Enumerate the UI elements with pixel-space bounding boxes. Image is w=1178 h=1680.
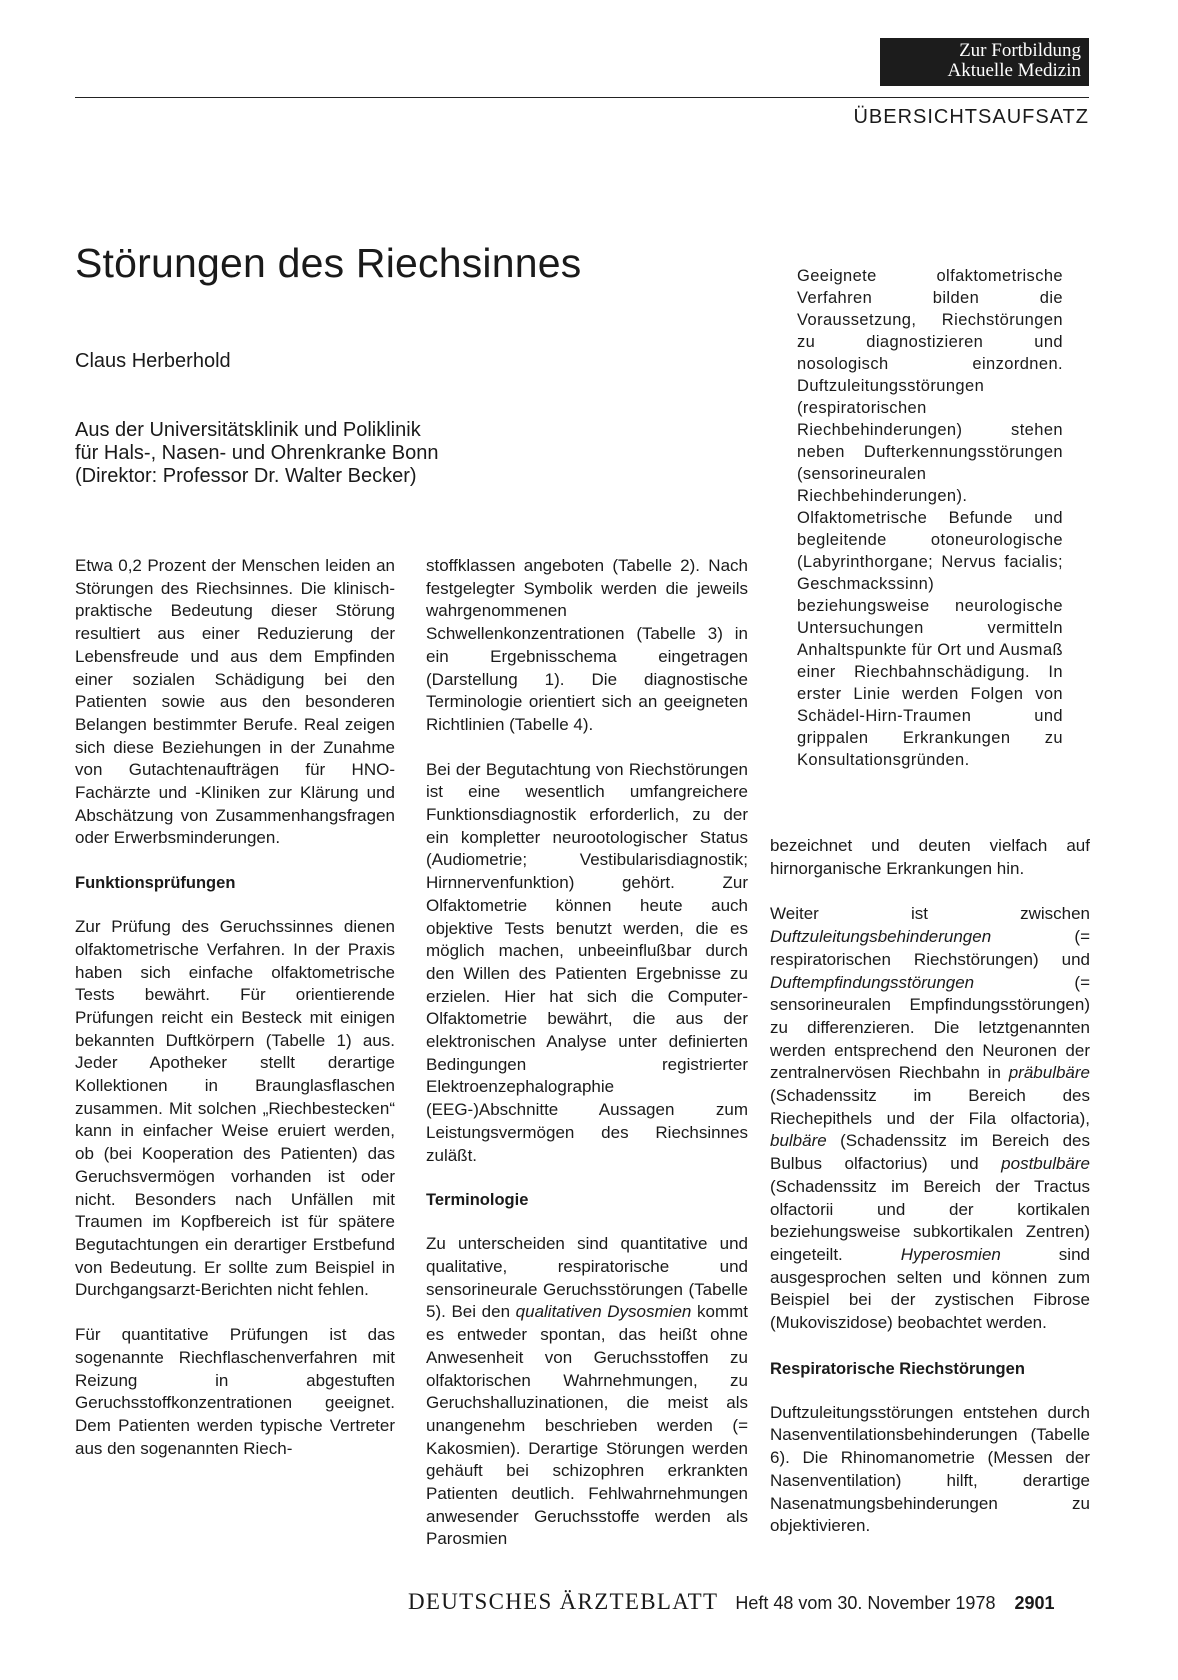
paragraph: Bei der Begutachtung von Riechstörungen ist eine wesentlich umfangreichere Funktionsdiagnostik erforderlich, zu der ein kompletter neurootologischer Status (Audiometrie; Vestibularisdiagnostik; Hirnnervenfunktion) gehört. Zur Olfaktometrie können heute auch objektive Tests benutzt werden, die es möglich machen, unbeeinflußbar durch den Willen des Patienten Ergebnisse zu erzielen. Hier hat sich die Computer-Olfaktometrie bewährt, die aus der elektronischen Analyse unter definierten Bedingungen registrierter Elektroenzephalographie (EEG-)Abschnitte Aussagen zum Leistungsvermögen des Riechsinnes zuläßt.	[426, 759, 748, 1165]
text-run: (= sensorineuralen Empfindungsstörungen) zu differenzieren. Die letztgenannten werden entsprechend den Neuronen der zentralnervösen Riechbahn in	[770, 972, 1090, 1083]
text-run: (= respiratorischen Riechstörungen) und	[770, 927, 1090, 969]
affiliation-line-2: für Hals-, Nasen- und Ohrenkranke Bonn	[75, 442, 439, 464]
article-author: Claus Herberhold	[75, 350, 231, 372]
text-run: Zu unterscheiden sind quantitative und qualitative, respiratorische und sensorineurale Geruchsstörungen (Tabelle 5). Bei den	[426, 1234, 748, 1322]
emphasis: postbulbäre	[1001, 1154, 1090, 1174]
affiliation-line-3: (Direktor: Professor Dr. Walter Becker)	[75, 465, 417, 487]
paragraph: Für quantitative Prüfungen ist das sogenannte Riechflaschenverfahren mit Reizung in abgestuften Geruchsstoffkonzentrationen geeignet. Dem Patienten werden typische Vertreter aus den sogenannten Riech-	[75, 1325, 395, 1458]
badge-line-2: Aktuelle Medizin	[947, 60, 1081, 81]
author-affiliation	[75, 419, 439, 488]
paragraph: stoffklassen angeboten (Tabelle 2). Nach festgelegter Symbolik werden die jeweils wahrgenommenen Schwellenkonzentrationen (Tabelle 3) in ein Ergebnisschema eingetragen (Darstellung 1). Die diagnostische Terminologie orientiert sich an geeigneten Richtlinien (Tabelle 4).	[426, 556, 748, 734]
journal-name: DEUTSCHES ÄRZTEBLATT	[408, 1589, 719, 1614]
emphasis: Duftempfindungsstörungen	[770, 972, 975, 992]
badge-line-1: Zur Fortbildung	[959, 40, 1081, 61]
series-badge	[880, 38, 1089, 86]
emphasis: qualitativen Dysosmien	[515, 1302, 692, 1322]
abstract-sidebar: Geeignete olfaktometrische Verfahren bilden die Voraussetzung, Riechstörungen zu diagnostizieren und nosologisch einzordnen. Duftzuleitungsstörungen (respiratorischen Riechbehinderungen) stehen neben Dufterkennungsstörungen (sensorineuralen Riechbehinderungen). Olfaktometrische Befunde und begleitende otoneurologische (Labyrinthorgane; Nervus facialis; Geschmackssinn) beziehungsweise neurologische Untersuchungen vermitteln Anhaltspunkte für Ort und Ausmaß einer Riechbahnschädigung. In erster Linie werden Folgen von Schädel-Hirn-Traumen und grippalen Erkrankungen zu Konsultationsgründen.	[797, 267, 1063, 769]
issue-info: Heft 48 vom 30. November 1978	[735, 1593, 996, 1613]
page-number: 2901	[1014, 1593, 1055, 1613]
body-column-3	[770, 835, 1090, 1561]
header-rule	[75, 97, 1089, 98]
emphasis: bulbäre	[770, 1131, 827, 1151]
text-run: kommt es entweder spontan, das heißt ohne Anwesenheit von Geruchsstoffen zu olfaktorischen Wahrnehmungen, zu Geruchshalluzinationen, die meist als unangenehm beschrieben werden (= Kakosmien). Derartige Störungen werden gehäuft bei schizophren erkrankten Patienten deutlich. Fehlwahrnehmungen anwesender Geruchsstoffe werden als Parosmien	[426, 1302, 748, 1549]
paragraph	[770, 903, 1090, 1334]
section-heading-terminologie: Terminologie	[426, 1191, 529, 1210]
text-run: (Schadenssitz im Bereich der Tractus olfactorii und der kortikalen beziehungsweise subkortikalen Zentren) eingeteilt.	[770, 1176, 1090, 1264]
section-heading-funktionspruefungen: Funktionsprüfungen	[75, 874, 236, 893]
paragraph: Zur Prüfung des Geruchssinnes dienen olfaktometrische Verfahren. In der Praxis haben sich einfache olfaktometrische Tests bewährt. Für orientierende Prüfungen reicht ein Besteck mit einigen bekannten Duftkörpern (Tabelle 1) aus. Jeder Apotheker stellt derartige Kollektionen in Braunglasflaschen zusammen. Mit solchen „Riechbestecken“ kann in einfacher Weise eruiert werden, ob (bei Kooperation des Patienten) das Geruchsvermögen vorhanden ist oder nicht. Besonders nach Unfällen mit Traumen im Kopfbereich ist für spätere Begutachtungen ein derartiger Erstbefund von Bedeutung. Er sollte zum Beispiel in Durchgangsarzt-Berichten nicht fehlen.	[75, 917, 395, 1300]
text-run: (Schadenssitz im Bereich des Bulbus olfactorius) und	[770, 1131, 1090, 1174]
paragraph: Duftzuleitungsstörungen entstehen durch Nasenventilationsbehinderungen (Tabelle 6). Die Rhinomanometrie (Messen der Nasenventilation) hilft, derartige Nasenatmungsbehinderungen zu objektivieren.	[770, 1402, 1090, 1536]
emphasis: Hyperosmien	[900, 1244, 1001, 1264]
text-run: (Schadenssitz im Bereich des Riechepithels und der Fila olfactoria),	[770, 1086, 1090, 1128]
paragraph	[426, 1233, 748, 1551]
paragraph: Etwa 0,2 Prozent der Menschen leiden an Störungen des Riechsinnes. Die klinisch-praktische Bedeutung dieser Störung resultiert aus einer Reduzierung der Lebensfreude und aus dem Empfinden einer sozialen Schädigung bei den Patienten sowie aus den besonderen Belangen bestimmter Berufe. Real zeigen sich diese Beziehungen in der Zunahme von Gutachtenaufträgen für HNO-Fachärzte und -Kliniken zur Klärung und Abschätzung von Zusammenhangsfragen oder Erwerbsminderungen.	[75, 556, 395, 848]
affiliation-line-1: Aus der Universitätsklinik und Poliklinik	[75, 419, 421, 441]
body-column-1	[75, 555, 395, 1482]
page-footer	[408, 1589, 1055, 1615]
article-title: Störungen des Riechsinnes	[75, 240, 582, 286]
section-heading-respiratorische-riechstoerungen: Respiratorische Riechstörungen	[770, 1359, 1025, 1378]
emphasis: Duftzuleitungsbehinderungen	[770, 927, 992, 947]
paragraph: bezeichnet und deuten vielfach auf hirnorganische Erkrankungen hin.	[770, 836, 1090, 878]
text-run: Weiter ist zwischen	[770, 904, 1090, 924]
text-run: sind ausgesprochen selten und können zum Beispiel bei der zystischen Fibrose (Mukoviszidose) beobachtet werden.	[770, 1244, 1090, 1333]
body-column-2	[426, 555, 748, 1573]
emphasis: präbulbäre	[1008, 1063, 1090, 1083]
section-label: ÜBERSICHTSAUFSATZ	[853, 106, 1089, 128]
